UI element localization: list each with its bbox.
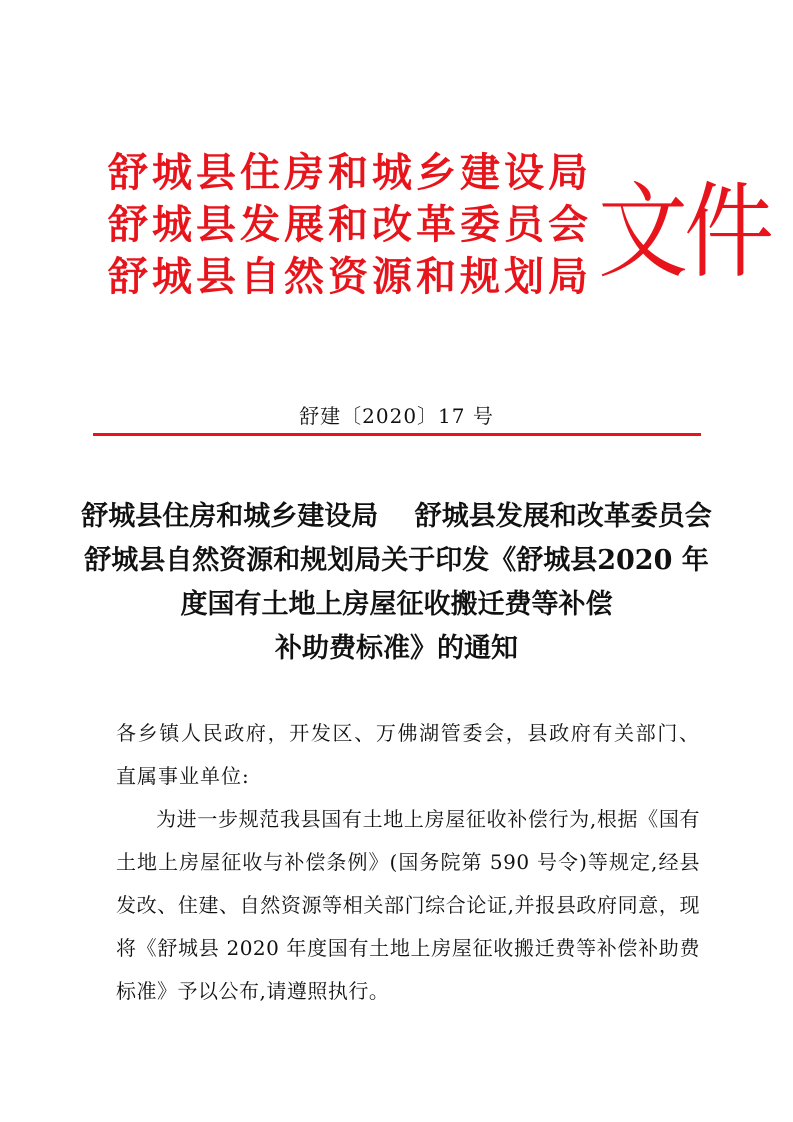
title-line: 舒城县住房和城乡建设局 舒城县发展和改革委员会 [81,501,712,532]
document-header [108,149,770,310]
issuer-housing-bureau: 舒城县住房和城乡建设局 [108,149,592,196]
issuer-development-commission: 舒城县发展和改革委员会 [108,201,592,248]
title-line: 度国有土地上房屋征收搬迁费等补偿 [180,589,613,620]
document-mark: 文件 [598,172,770,293]
issuer-list [108,150,592,306]
body-paragraph: 为进一步规范我县国有土地上房屋征收补偿行为,根据《国有土地上房屋征收与补偿条例》(国务院第 590 号令)等规定,经县发改、住建、自然资源等相关部门综合论证,并报县政府同意，现将《舒城县 2020 年度国有土地上房屋征收搬迁费等补偿补助费标准》予以公布,请遵照执行。 [116,807,700,1003]
issuer-natural-resources-bureau: 舒城县自然资源和规划局 [108,253,592,300]
document-number: 舒建〔2020〕17 号 [299,404,494,428]
title-line: 舒城县自然资源和规划局关于印发《舒城县2020 年 [84,545,709,576]
title-line: 补助费标准》的通知 [275,633,518,664]
salutation: 各乡镇人民政府，开发区、万佛湖管委会，县政府有关部门、直属事业单位: [116,721,700,788]
document-body [116,712,700,1013]
header-divider [93,433,701,436]
document-title [80,495,713,671]
